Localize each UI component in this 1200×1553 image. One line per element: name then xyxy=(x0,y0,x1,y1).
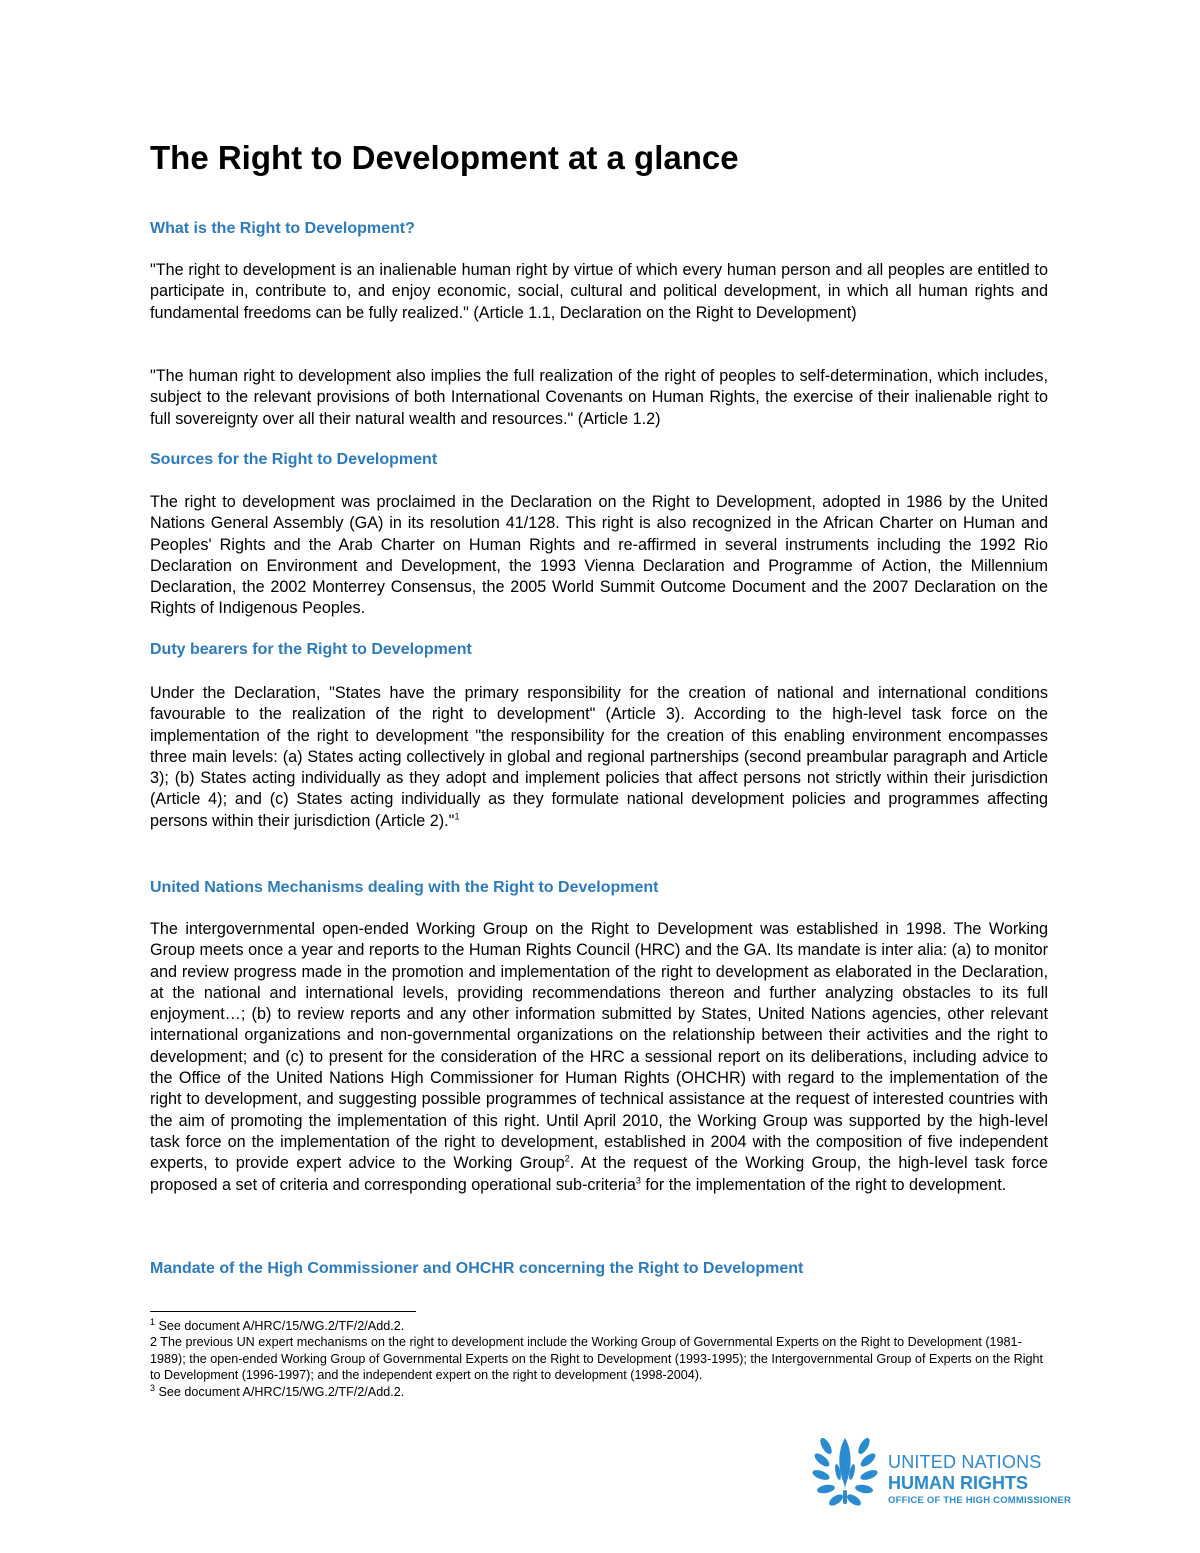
heading-what-is: What is the Right to Development? xyxy=(150,220,415,237)
olive-branch-hand-icon xyxy=(812,1428,878,1514)
footnote-1-text: See document A/HRC/15/WG.2/TF/2/Add.2. xyxy=(155,1319,405,1333)
footnote-ref-3[interactable]: 3 xyxy=(635,1175,641,1186)
mechanisms-text-c: for the implementation of the right to development. xyxy=(640,1175,1007,1194)
footnote-2: 2 The previous UN expert mechanisms on the right to development include the Working Group of Governmental Experts on the Right to Development (1981-1989); the open-ended Working Group of Governmental Experts on the Right to Development (1993-1995); the Intergovernmental Group of Experts on the Right to Development (1996-1997); and the independent expert on the right to development (1998-2004). xyxy=(150,1335,1044,1383)
paragraph-what-is-2: "The human right to development also implies the full realization of the right of peoples to self-determination, which includes, subject to the relevant provisions of both International Covenants on Human Rights, the exercise of their inalienable right to full sovereignty over all their natural wealth and resources." (Article 1.2) xyxy=(150,367,1048,428)
footnote-3-text: See document A/HRC/15/WG.2/TF/2/Add.2. xyxy=(155,1384,405,1399)
logo-line-2: HUMAN RIGHTS xyxy=(888,1473,1028,1493)
un-human-rights-logo xyxy=(812,1428,1072,1514)
heading-mandate: Mandate of the High Commissioner and OHCHR concerning the Right to Development xyxy=(150,1260,804,1277)
footnote-ref-1[interactable]: 1 xyxy=(454,811,460,822)
footnote-1-mark: 1 xyxy=(150,1316,156,1327)
logo-line-1: UNITED NATIONS xyxy=(888,1452,1042,1472)
footnote-3 xyxy=(150,1384,1048,1400)
mechanisms-text-b: . At the request of the Working Group, the high-level task force proposed a set of criteria and corresponding operational sub-criteria xyxy=(150,1154,1048,1194)
logo-text xyxy=(888,1452,1071,1508)
paragraph-sources: The right to development was proclaimed in the Declaration on the Right to Development, adopted in 1986 by the United Nations General Assembly (GA) in its resolution 41/128. This right is also recognized in the African Charter on Human and Peoples' Rights and the Arab Charter on Human Rights and re-affirmed in several instruments including the 1992 Rio Declaration on Environment and Development, the 1993 Vienna Declaration and Programme of Action, the Millennium Declaration, the 2002 Monterrey Consensus, the 2005 World Summit Outcome Document and the 2007 Declaration on the Rights of Indigenous Peoples. xyxy=(150,493,1048,618)
footnote-3-mark: 3 xyxy=(150,1382,156,1393)
heading-mechanisms: United Nations Mechanisms dealing with the Right to Development xyxy=(150,879,659,896)
paragraph-what-is-1: "The right to development is an inalienable human right by virtue of which every human person and all peoples are entitled to participate in, contribute to, and enjoy economic, social, cultural and political development, in which all human rights and fundamental freedoms can be fully realized." (Article 1.1, Declaration on the Right to Development) xyxy=(150,261,1048,322)
duty-text: Under the Declaration, "States have the primary responsibility for the creation of national and international conditions favourable to the realization of the right to development" (Article 3). According to the high-level task force on the implementation of the right to development "the responsibility for the creation of this enabling environment encompasses three main levels: (a) States acting collectively in global and regional partnerships (second preambular paragraph and Article 3); (b) States acting individually as they adopt and implement policies that affect persons not strictly within their jurisdiction (Article 4); and (c) States acting individually as they formulate national development policies and programmes affecting persons within their jurisdiction (Article 2)." xyxy=(150,684,1048,830)
footnote-divider xyxy=(150,1311,416,1312)
heading-sources: Sources for the Right to Development xyxy=(150,451,438,468)
paragraph-mechanisms xyxy=(150,919,1048,1196)
footnotes xyxy=(150,1318,1048,1400)
footnote-1 xyxy=(150,1318,1048,1334)
paragraph-duty-bearers xyxy=(150,683,1048,832)
heading-duty-bearers: Duty bearers for the Right to Development xyxy=(150,641,472,658)
mechanisms-text-a: The intergovernmental open-ended Working Group on the Right to Development was established in 1998. The Working Group meets once a year and reports to the Human Rights Council (HRC) and the GA. Its mandate is inter alia: (a) to monitor and review progress made in the promotion and implementation of the right to development as elaborated in the Declaration, at the national and international levels, providing recommendations thereon and further analyzing obstacles to its full enjoyment…; (b) to review reports and any other information submitted by States, United Nations agencies, other relevant international organizations and non-governmental organizations on the relationship between their activities and the right to development; and (c) to present for the consideration of the HRC a sessional report on its deliberations, including advice to the Office of the United Nations High Commissioner for Human Rights (OHCHR) with regard to the implementation of the right to development, and suggesting possible programmes of technical assistance at the request of interested countries with the aim of promoting the implementation of this right. Until April 2010, the Working Group was supported by the high-level task force on the implementation of the right to development, established in 2004 with the composition of five independent experts, to provide expert advice to the Working Group xyxy=(150,920,1048,1173)
page-title: The Right to Development at a glance xyxy=(150,139,739,176)
footnote-ref-2[interactable]: 2 xyxy=(564,1153,570,1164)
logo-line-3: OFFICE OF THE HIGH COMMISSIONER xyxy=(888,1495,1072,1506)
